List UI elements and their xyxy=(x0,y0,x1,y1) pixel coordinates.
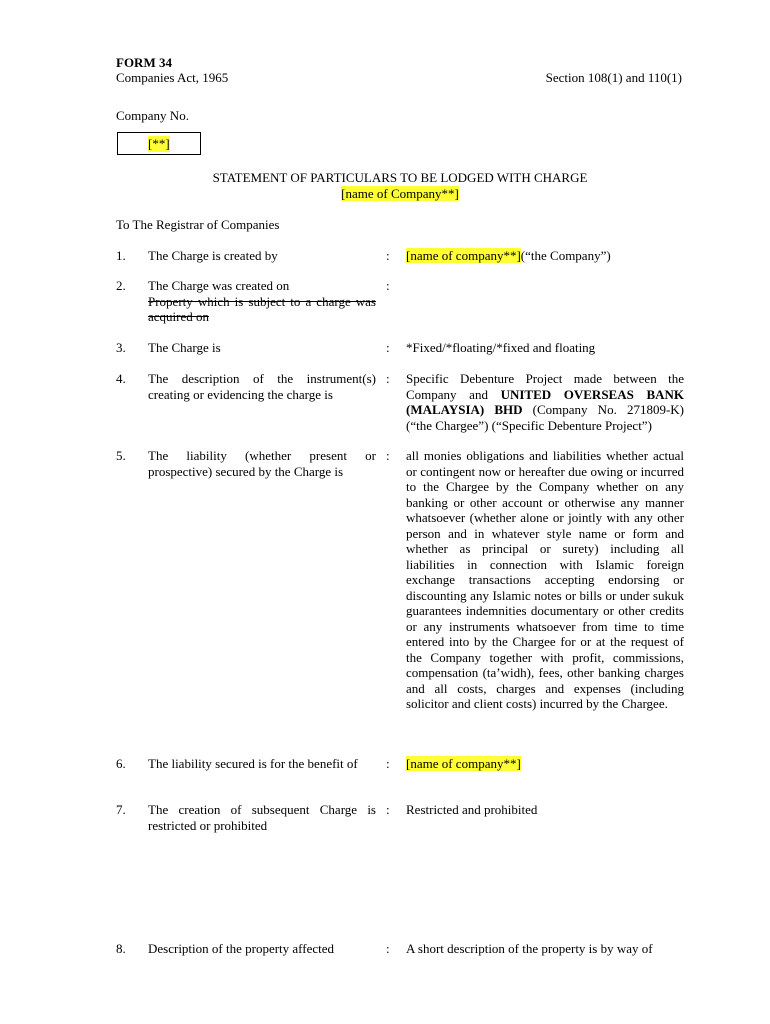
item-number: 2. xyxy=(116,278,126,293)
item-number: 1. xyxy=(116,248,126,263)
item-label: The Charge is created by xyxy=(148,248,278,263)
item-number: 5. xyxy=(116,448,126,463)
item-colon: : xyxy=(386,756,390,771)
item-value xyxy=(406,756,684,772)
company-placeholder: [name of company**] xyxy=(406,756,521,771)
value-text: (“the Company”) xyxy=(520,248,611,263)
value-text: Specific Debenture Project made between the Company and xyxy=(406,371,684,402)
statement-title: STATEMENT OF PARTICULARS TO BE LODGED WITH CHARGE xyxy=(212,170,588,185)
item-number: 4. xyxy=(116,371,126,386)
bank-name: UNITED OVERSEAS BANK (MALAYSIA) BHD xyxy=(406,386,685,417)
item-value: A short description of the property is by way of xyxy=(406,941,653,956)
item-label: Description of the property affected xyxy=(148,941,335,956)
item-colon: : xyxy=(386,278,390,293)
item-value xyxy=(406,371,684,433)
value-text: (Company No. 271809-K) (“the Chargee”) (“Specific Debenture Project”) xyxy=(406,402,684,433)
item-value: *Fixed/*floating/*fixed and floating xyxy=(406,340,596,355)
item-number: 7. xyxy=(116,802,126,817)
item-label: The creation of subsequent Charge is restricted or prohibited xyxy=(148,802,376,833)
item-number: 3. xyxy=(116,340,126,355)
item-label xyxy=(148,278,376,325)
item-colon: : xyxy=(386,371,390,386)
company-no-value: [**] xyxy=(148,136,170,151)
item-value xyxy=(406,248,684,264)
item-colon: : xyxy=(386,248,390,263)
salutation: To The Registrar of Companies xyxy=(116,217,280,232)
act-reference: Companies Act, 1965 xyxy=(116,70,229,85)
item-number: 8. xyxy=(116,941,126,956)
struck-label: Property which is subject to a charge was acquired on xyxy=(148,293,376,324)
item-label: The liability secured is for the benefit of xyxy=(148,756,358,771)
form-title: FORM 34 xyxy=(116,55,172,70)
company-placeholder: [name of Company**] xyxy=(341,186,459,201)
item-label: The Charge is xyxy=(148,340,221,355)
item-colon: : xyxy=(386,448,390,463)
statement-company-line xyxy=(116,186,684,202)
item-label: The liability (whether present or prospective) secured by the Charge is xyxy=(148,448,376,479)
company-placeholder: [name of company**] xyxy=(406,248,521,263)
company-no-label: Company No. xyxy=(116,108,189,123)
item-label: The description of the instrument(s) creating or evidencing the charge is xyxy=(148,371,376,402)
item-colon: : xyxy=(386,340,390,355)
section-reference: Section 108(1) and 110(1) xyxy=(545,70,682,85)
label-line: The Charge was created on xyxy=(148,278,290,293)
item-number: 6. xyxy=(116,756,126,771)
company-no-box xyxy=(117,132,201,155)
item-value: Restricted and prohibited xyxy=(406,802,538,817)
item-value: all monies obligations and liabilities whether actual or contingent now or hereafter due owing or incurred to the Chargee by the Company whether on any banking or other account or otherwise any manner whatsoever (whether alone or jointly with any other person and in whatever style name or form and whether as principal or surety) including all liabilities in connection with Islamic foreign exchange transactions accepting endorsing or discounting any Islamic notes or bills or under sukuk guarantees indemnities documentary or other credits or any instruments whatsoever from time to time entered into by the Chargee for or at the request of the Company together with profit, commissions, compensation (ta’widh), fees, other banking charges and all costs, charges and expenses (including solicitor and client costs) incurred by the Chargee. xyxy=(406,448,684,711)
item-colon: : xyxy=(386,941,390,956)
item-colon: : xyxy=(386,802,390,817)
